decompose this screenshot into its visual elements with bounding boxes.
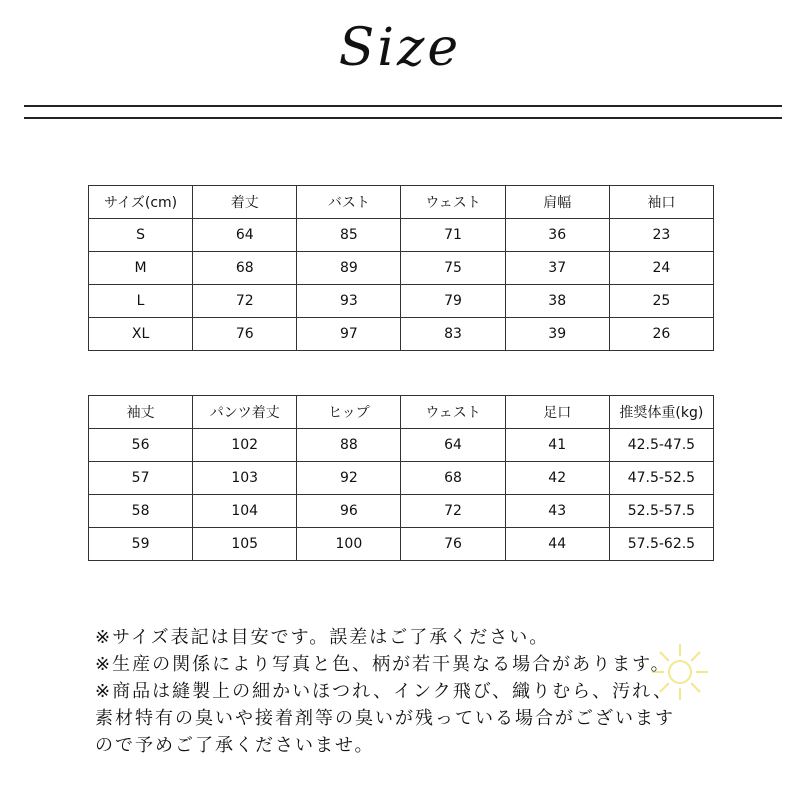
- table-cell: 52.5-57.5: [609, 495, 713, 528]
- table-cell: 44: [505, 528, 609, 561]
- table-cell: 56: [89, 429, 193, 462]
- header-cell: ウェスト: [401, 396, 505, 429]
- table-cell: XL: [89, 318, 193, 351]
- table-cell: 89: [297, 252, 401, 285]
- table-cell: 37: [505, 252, 609, 285]
- table-cell: 23: [609, 219, 713, 252]
- table-cell: M: [89, 252, 193, 285]
- table-cell: S: [89, 219, 193, 252]
- table-cell: L: [89, 285, 193, 318]
- table-row: [89, 462, 714, 495]
- header-cell: バスト: [297, 186, 401, 219]
- table-cell: 24: [609, 252, 713, 285]
- title-divider-bottom: [24, 117, 782, 119]
- table-cell: 41: [505, 429, 609, 462]
- header-cell: 足口: [505, 396, 609, 429]
- header-cell: 袖口: [609, 186, 713, 219]
- table-cell: 76: [193, 318, 297, 351]
- table-cell: 57.5-62.5: [609, 528, 713, 561]
- title-divider-top: [24, 105, 782, 107]
- header-cell: 肩幅: [505, 186, 609, 219]
- table-row: [89, 495, 714, 528]
- header-cell: サイズ(cm): [89, 186, 193, 219]
- size-table-top: [88, 185, 714, 351]
- table-header-row: [89, 396, 714, 429]
- table-cell: 71: [401, 219, 505, 252]
- table-cell: 97: [297, 318, 401, 351]
- table-cell: 64: [401, 429, 505, 462]
- table-row: [89, 318, 714, 351]
- table-row: [89, 285, 714, 318]
- table-row: [89, 429, 714, 462]
- table-cell: 83: [401, 318, 505, 351]
- table-cell: 100: [297, 528, 401, 561]
- table-cell: 57: [89, 462, 193, 495]
- header-cell: 袖丈: [89, 396, 193, 429]
- table-cell: 42: [505, 462, 609, 495]
- table-cell: 79: [401, 285, 505, 318]
- table-cell: 105: [193, 528, 297, 561]
- table-cell: 43: [505, 495, 609, 528]
- header-cell: 着丈: [193, 186, 297, 219]
- header-cell: 推奨体重(kg): [609, 396, 713, 429]
- notes-block: [95, 624, 785, 759]
- table-header-row: [89, 186, 714, 219]
- table-cell: 64: [193, 219, 297, 252]
- table-cell: 72: [401, 495, 505, 528]
- note-line: ので予めご了承くださいませ。: [95, 735, 375, 756]
- note-line: ※サイズ表記は目安です。誤差はご了承ください。: [95, 627, 550, 648]
- table-cell: 36: [505, 219, 609, 252]
- table-row: [89, 219, 714, 252]
- table-cell: 38: [505, 285, 609, 318]
- table-cell: 85: [297, 219, 401, 252]
- header-cell: ヒップ: [297, 396, 401, 429]
- table-cell: 92: [297, 462, 401, 495]
- table-cell: 76: [401, 528, 505, 561]
- table-cell: 68: [401, 462, 505, 495]
- header-cell: パンツ着丈: [193, 396, 297, 429]
- table-cell: 72: [193, 285, 297, 318]
- table-cell: 102: [193, 429, 297, 462]
- page-title: Size: [338, 18, 462, 78]
- note-line: ※生産の関係により写真と色、柄が若干異なる場合があります。: [95, 654, 671, 675]
- table-cell: 42.5-47.5: [609, 429, 713, 462]
- header-cell: ウェスト: [401, 186, 505, 219]
- table-cell: 103: [193, 462, 297, 495]
- table-row: [89, 528, 714, 561]
- note-line: ※商品は縫製上の細かいほつれ、インク飛び、織りむら、汚れ、: [95, 681, 674, 702]
- table-row: [89, 252, 714, 285]
- table-cell: 104: [193, 495, 297, 528]
- table-cell: 25: [609, 285, 713, 318]
- table-cell: 96: [297, 495, 401, 528]
- table-cell: 68: [193, 252, 297, 285]
- table-cell: 39: [505, 318, 609, 351]
- table-cell: 93: [297, 285, 401, 318]
- table-cell: 88: [297, 429, 401, 462]
- note-line: 素材特有の臭いや接着剤等の臭いが残っている場合がございます: [95, 708, 675, 729]
- table-cell: 59: [89, 528, 193, 561]
- table-cell: 47.5-52.5: [609, 462, 713, 495]
- table-cell: 26: [609, 318, 713, 351]
- size-table-bottom: [88, 395, 714, 561]
- table-cell: 58: [89, 495, 193, 528]
- table-cell: 75: [401, 252, 505, 285]
